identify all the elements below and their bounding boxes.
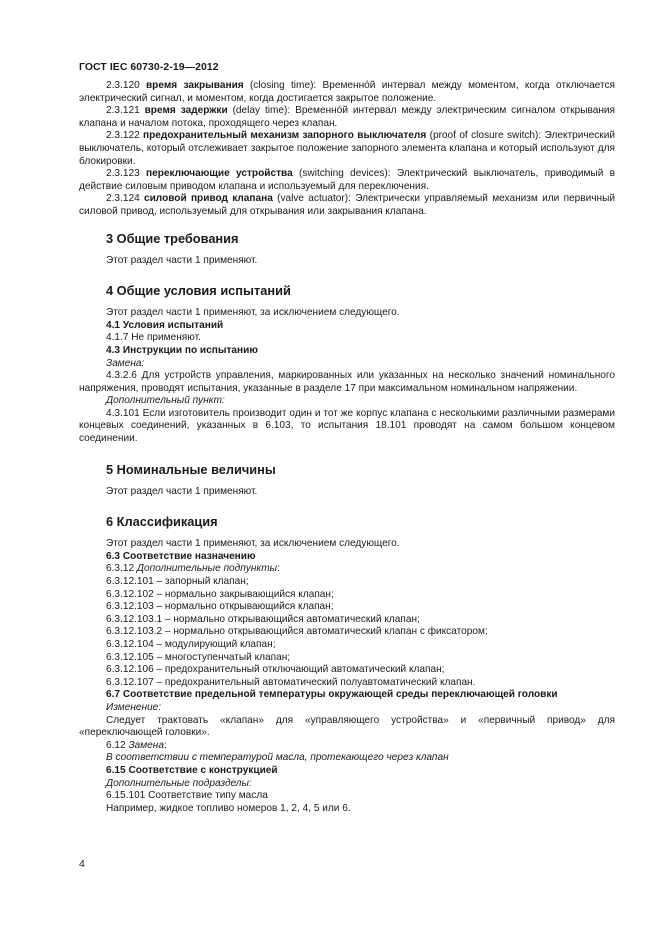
definition-2-3-121: 2.3.121 время задержки (delay time): Временнóй интервал между электрическим сигналом открывания клапана и началом потока, проходящего через клапан. (79, 105, 616, 129)
list-item: 6.3.12.102 – нормально закрывающийся клапан; (106, 588, 334, 600)
section-6-title: 6 Классификация (106, 514, 218, 530)
example-text: Например, жидкое топливо номеров 1, 2, 4, 5 или 6. (106, 802, 351, 814)
section-6-intro: Этот раздел части 1 применяют, за исключением следующего. (106, 538, 400, 550)
page-number: 4 (79, 858, 85, 870)
list-item: 6.3.12.104 – модулирующий клапан; (106, 639, 276, 650)
subsection-6-15-title: 6.15 Соответствие с конструкцией (106, 764, 278, 776)
subsection-4-1-title: 4.1 Условия испытаний (106, 319, 224, 331)
list-item: 6.3.12.101 – запорный клапан; (106, 576, 249, 588)
list-item: 6.3.12.103.2 – нормально открывающийся автоматический клапан с фиксатором; (106, 626, 488, 638)
definition-2-3-123: 2.3.123 переключающие устройства (switching devices): Электрический выключатель, приводимый в действие силовым приводом клапана и используемый для переключения. (79, 168, 616, 192)
list-item: 6.3.12.103.1 – нормально открывающийся автоматический клапан; (106, 613, 420, 625)
section-4-intro: Этот раздел части 1 применяют, за исключением следующего. (106, 307, 400, 319)
clause-6-12-text: В соответствии с температурой масла, протекающего через клапан (106, 752, 449, 764)
list-item: 6.3.12.107 – предохранительный автоматический полуавтоматический клапан. (106, 676, 476, 688)
list-item: 6.3.12.106 – предохранительный отключающий автоматический клапан; (106, 664, 445, 676)
additional-subsections-label: Дополнительные подразделы: (106, 777, 252, 789)
section-4-title: 4 Общие условия испытаний (106, 283, 291, 299)
subsection-6-3-title: 6.3 Соответствие назначению (106, 550, 256, 562)
clause-6-15-101: 6.15.101 Соответствие типу масла (106, 790, 268, 802)
document-header: ГОСТ IEC 60730-2-19—2012 (79, 62, 219, 73)
definition-2-3-124: 2.3.124 силовой привод клапана (valve actuator): Электрически управляемый механизм или первичный силовой привод, используемый для открывания или закрывания клапана. (79, 193, 615, 217)
section-5-text: Этот раздел части 1 применяют. (106, 485, 258, 497)
clause-4-3-2-6: 4.3.2.6 Для устройств управления, маркированных или указанных на несколько значений номинального напряжения, проводят испытания, указанные в разделе 17 при максимальном номинальном напряжении. (79, 370, 615, 394)
clause-4-3-101: 4.3.101 Если изготовитель производит один и тот же корпус клапана с несколькими различными размерами концевых соединений, указанных в 6.103, то испытания 18.101 проводят на самом большом концевом соединении. (79, 407, 615, 445)
classification-list (79, 576, 615, 689)
clause-4-1-7: 4.1.7 Не применяют. (106, 332, 201, 344)
list-item: 6.3.12.103 – нормально открывающийся клапан; (106, 601, 334, 613)
section-3-title: 3 Общие требования (106, 230, 239, 246)
subsection-4-3-title: 4.3 Инструкции по испытанию (106, 344, 258, 356)
section-5-title: 5 Номинальные величины (106, 461, 276, 477)
definitions-list (79, 80, 615, 219)
definition-2-3-120: 2.3.120 время закрывания (closing time): Временнóй интервал между моментом, когда отключается электрический сигнал, и моментом, когда достигается закрытое положение. (79, 80, 615, 104)
replacement-label: Замена: (106, 357, 145, 369)
list-item: 6.3.12.105 – многоступенчатый клапан; (106, 651, 291, 663)
clause-6-3-12: 6.3.12 Дополнительные подпункты: (106, 563, 280, 575)
page-content (79, 80, 615, 815)
additional-clause-label: Дополнительный пункт: (106, 395, 225, 407)
clause-6-7-text: Следует трактовать «клапан» для «управляющего устройства» и «первичный привод» для «переключающей головки». (79, 714, 615, 739)
subsection-6-7-title: 6.7 Соответствие предельной температуры окружающей среды переключающей головки (106, 689, 558, 701)
section-3-text: Этот раздел части 1 применяют. (106, 254, 258, 266)
change-label: Изменение: (106, 701, 162, 713)
clause-6-12: 6.12 Замена: (106, 739, 167, 751)
definition-2-3-122: 2.3.122 предохранительный механизм запорного выключателя (proof of closure switch): Электрический выключатель, который отслеживает закрытое положение запорного элемента клапана и который используют для блокировки. (79, 130, 615, 167)
